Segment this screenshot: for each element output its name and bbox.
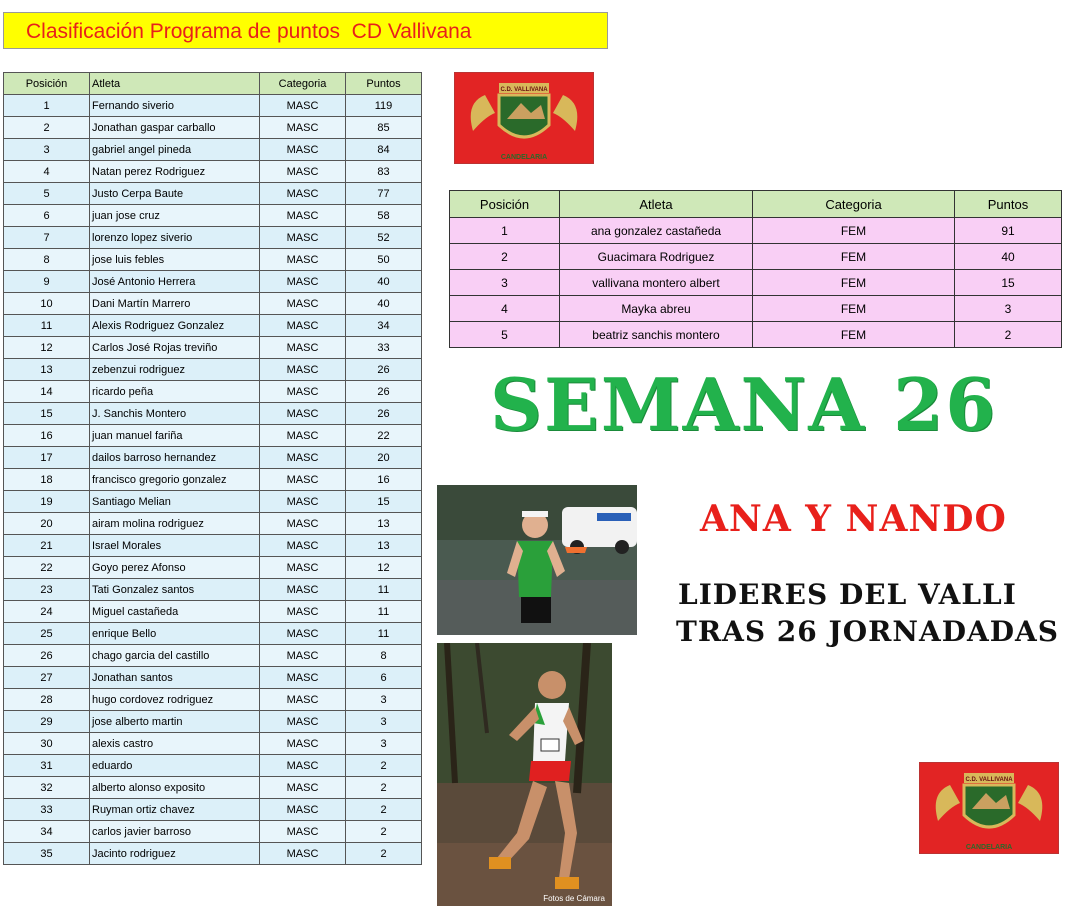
- cell-points: 26: [346, 359, 422, 381]
- cell-position: 1: [450, 218, 560, 244]
- cell-points: 11: [346, 579, 422, 601]
- cell-category: MASC: [260, 733, 346, 755]
- club-logo-bottom: [919, 762, 1059, 854]
- cell-category: MASC: [260, 601, 346, 623]
- cell-position: 26: [4, 645, 90, 667]
- cell-category: FEM: [753, 244, 955, 270]
- cell-athlete: Fernando siverio: [90, 95, 260, 117]
- table-row: [450, 244, 1062, 270]
- cell-athlete: Jonathan gaspar carballo: [90, 117, 260, 139]
- cell-athlete: juan manuel fariña: [90, 425, 260, 447]
- leaders-caption-line1: LIDERES DEL VALLI: [678, 578, 1017, 611]
- table-row: [4, 183, 422, 205]
- cell-position: 32: [4, 777, 90, 799]
- cell-category: MASC: [260, 447, 346, 469]
- cell-position: 28: [4, 689, 90, 711]
- cell-category: MASC: [260, 557, 346, 579]
- cell-points: 3: [346, 689, 422, 711]
- column-header-category: Categoria: [260, 73, 346, 95]
- cell-athlete: francisco gregorio gonzalez: [90, 469, 260, 491]
- cell-points: 2: [346, 777, 422, 799]
- cell-category: MASC: [260, 821, 346, 843]
- cell-points: 3: [955, 296, 1062, 322]
- cell-points: 6: [346, 667, 422, 689]
- cell-athlete: Mayka abreu: [560, 296, 753, 322]
- table-row: [450, 218, 1062, 244]
- cell-points: 52: [346, 227, 422, 249]
- cell-athlete: Alexis Rodriguez Gonzalez: [90, 315, 260, 337]
- svg-text:CANDELARIA: CANDELARIA: [500, 154, 548, 161]
- cell-points: 11: [346, 601, 422, 623]
- cell-points: 20: [346, 447, 422, 469]
- cell-category: FEM: [753, 322, 955, 348]
- cell-points: 15: [346, 491, 422, 513]
- cell-category: MASC: [260, 227, 346, 249]
- column-header-category: Categoria: [753, 191, 955, 218]
- table-row: [4, 755, 422, 777]
- cell-category: MASC: [260, 843, 346, 865]
- table-row: [4, 469, 422, 491]
- cell-points: 26: [346, 403, 422, 425]
- cell-position: 3: [450, 270, 560, 296]
- table-row: [4, 337, 422, 359]
- cell-position: 35: [4, 843, 90, 865]
- table-row: [4, 821, 422, 843]
- cell-points: 13: [346, 535, 422, 557]
- men-ranking-table: [3, 72, 422, 865]
- cell-position: 6: [4, 205, 90, 227]
- table-row: [4, 117, 422, 139]
- cell-category: MASC: [260, 513, 346, 535]
- column-header-athlete: Atleta: [90, 73, 260, 95]
- cell-points: 3: [346, 711, 422, 733]
- cell-athlete: gabriel angel pineda: [90, 139, 260, 161]
- cell-position: 27: [4, 667, 90, 689]
- cell-category: MASC: [260, 579, 346, 601]
- cell-position: 5: [4, 183, 90, 205]
- club-crest-icon: [455, 73, 593, 163]
- table-row: [450, 296, 1062, 322]
- cell-category: MASC: [260, 161, 346, 183]
- table-row: [4, 513, 422, 535]
- cell-position: 19: [4, 491, 90, 513]
- cell-category: MASC: [260, 117, 346, 139]
- cell-athlete: ricardo peña: [90, 381, 260, 403]
- cell-position: 17: [4, 447, 90, 469]
- cell-position: 33: [4, 799, 90, 821]
- cell-athlete: Santiago Melian: [90, 491, 260, 513]
- column-header-points: Puntos: [955, 191, 1062, 218]
- cell-athlete: J. Sanchis Montero: [90, 403, 260, 425]
- cell-athlete: carlos javier barroso: [90, 821, 260, 843]
- cell-position: 20: [4, 513, 90, 535]
- cell-points: 11: [346, 623, 422, 645]
- leaders-caption-line2: TRAS 26 JORNADADAS: [676, 615, 1059, 648]
- table-row: [450, 270, 1062, 296]
- cell-position: 11: [4, 315, 90, 337]
- cell-points: 91: [955, 218, 1062, 244]
- cell-position: 14: [4, 381, 90, 403]
- cell-position: 7: [4, 227, 90, 249]
- table-row: [4, 623, 422, 645]
- cell-athlete: José Antonio Herrera: [90, 271, 260, 293]
- cell-category: MASC: [260, 799, 346, 821]
- table-row: [4, 491, 422, 513]
- cell-position: 30: [4, 733, 90, 755]
- cell-position: 34: [4, 821, 90, 843]
- table-row: [4, 733, 422, 755]
- cell-category: MASC: [260, 315, 346, 337]
- cell-category: MASC: [260, 491, 346, 513]
- cell-position: 29: [4, 711, 90, 733]
- table-row: [450, 322, 1062, 348]
- cell-points: 83: [346, 161, 422, 183]
- cell-athlete: Jacinto rodriguez: [90, 843, 260, 865]
- table-row: [4, 601, 422, 623]
- cell-athlete: zebenzui rodriguez: [90, 359, 260, 381]
- table-row: [4, 381, 422, 403]
- cell-athlete: hugo cordovez rodriguez: [90, 689, 260, 711]
- cell-position: 8: [4, 249, 90, 271]
- cell-points: 84: [346, 139, 422, 161]
- cell-points: 40: [346, 293, 422, 315]
- cell-points: 50: [346, 249, 422, 271]
- cell-category: FEM: [753, 218, 955, 244]
- cell-category: MASC: [260, 293, 346, 315]
- cell-category: MASC: [260, 337, 346, 359]
- cell-points: 40: [346, 271, 422, 293]
- svg-text:C.D. VALLIVANA: C.D. VALLIVANA: [500, 87, 548, 93]
- club-crest-icon: [920, 763, 1058, 853]
- column-header-athlete: Atleta: [560, 191, 753, 218]
- cell-position: 25: [4, 623, 90, 645]
- column-header-position: Posición: [4, 73, 90, 95]
- cell-category: MASC: [260, 425, 346, 447]
- cell-points: 12: [346, 557, 422, 579]
- table-row: [4, 645, 422, 667]
- cell-athlete: eduardo: [90, 755, 260, 777]
- cell-category: MASC: [260, 667, 346, 689]
- cell-category: MASC: [260, 711, 346, 733]
- table-row: [4, 293, 422, 315]
- cell-athlete: juan jose cruz: [90, 205, 260, 227]
- runner-photo-ana: [437, 485, 637, 635]
- cell-category: MASC: [260, 403, 346, 425]
- table-row: [4, 359, 422, 381]
- cell-position: 3: [4, 139, 90, 161]
- svg-text:CANDELARIA: CANDELARIA: [965, 844, 1013, 851]
- cell-athlete: jose luis febles: [90, 249, 260, 271]
- table-row: [4, 161, 422, 183]
- table-row: [4, 557, 422, 579]
- cell-position: 24: [4, 601, 90, 623]
- cell-position: 12: [4, 337, 90, 359]
- table-header-row: [4, 73, 422, 95]
- cell-athlete: beatriz sanchis montero: [560, 322, 753, 348]
- table-row: [4, 95, 422, 117]
- cell-position: 5: [450, 322, 560, 348]
- cell-category: MASC: [260, 183, 346, 205]
- column-header-points: Puntos: [346, 73, 422, 95]
- cell-points: 16: [346, 469, 422, 491]
- cell-position: 21: [4, 535, 90, 557]
- cell-points: 2: [346, 843, 422, 865]
- cell-points: 3: [346, 733, 422, 755]
- cell-category: MASC: [260, 777, 346, 799]
- cell-position: 16: [4, 425, 90, 447]
- table-row: [4, 799, 422, 821]
- cell-position: 2: [4, 117, 90, 139]
- svg-text:C.D. VALLIVANA: C.D. VALLIVANA: [965, 777, 1013, 783]
- women-ranking-table: [449, 190, 1062, 348]
- cell-points: 2: [346, 799, 422, 821]
- cell-position: 13: [4, 359, 90, 381]
- table-row: [4, 425, 422, 447]
- cell-athlete: Jonathan santos: [90, 667, 260, 689]
- cell-category: MASC: [260, 205, 346, 227]
- cell-athlete: airam molina rodriguez: [90, 513, 260, 535]
- table-row: [4, 249, 422, 271]
- cell-category: MASC: [260, 755, 346, 777]
- column-header-position: Posición: [450, 191, 560, 218]
- cell-category: MASC: [260, 249, 346, 271]
- cell-points: 34: [346, 315, 422, 337]
- table-row: [4, 271, 422, 293]
- cell-athlete: Israel Morales: [90, 535, 260, 557]
- cell-athlete: Ruyman ortiz chavez: [90, 799, 260, 821]
- cell-athlete: Dani Martín Marrero: [90, 293, 260, 315]
- cell-position: 1: [4, 95, 90, 117]
- cell-category: MASC: [260, 535, 346, 557]
- table-row: [4, 579, 422, 601]
- photo-credit: Fotos de Cámara: [543, 894, 605, 903]
- cell-athlete: lorenzo lopez siverio: [90, 227, 260, 249]
- cell-points: 33: [346, 337, 422, 359]
- cell-category: MASC: [260, 271, 346, 293]
- cell-position: 10: [4, 293, 90, 315]
- table-row: [4, 711, 422, 733]
- cell-position: 4: [450, 296, 560, 322]
- cell-position: 18: [4, 469, 90, 491]
- table-row: [4, 205, 422, 227]
- cell-points: 2: [955, 322, 1062, 348]
- cell-athlete: Guacimara Rodriguez: [560, 244, 753, 270]
- cell-category: MASC: [260, 139, 346, 161]
- cell-points: 8: [346, 645, 422, 667]
- cell-points: 2: [346, 821, 422, 843]
- cell-position: 2: [450, 244, 560, 270]
- cell-points: 58: [346, 205, 422, 227]
- cell-points: 2: [346, 755, 422, 777]
- week-headline: SEMANA 26: [490, 362, 998, 447]
- cell-athlete: chago garcia del castillo: [90, 645, 260, 667]
- cell-athlete: Tati Gonzalez santos: [90, 579, 260, 601]
- cell-athlete: ana gonzalez castañeda: [560, 218, 753, 244]
- cell-category: FEM: [753, 296, 955, 322]
- cell-position: 4: [4, 161, 90, 183]
- cell-category: MASC: [260, 381, 346, 403]
- cell-athlete: jose alberto martin: [90, 711, 260, 733]
- cell-points: 22: [346, 425, 422, 447]
- cell-position: 9: [4, 271, 90, 293]
- cell-athlete: alexis castro: [90, 733, 260, 755]
- cell-position: 31: [4, 755, 90, 777]
- cell-category: MASC: [260, 359, 346, 381]
- table-row: [4, 535, 422, 557]
- table-row: [4, 667, 422, 689]
- table-row: [4, 843, 422, 865]
- cell-athlete: Natan perez Rodriguez: [90, 161, 260, 183]
- club-logo: [454, 72, 594, 164]
- cell-athlete: Goyo perez Afonso: [90, 557, 260, 579]
- table-row: [4, 447, 422, 469]
- table-row: [4, 315, 422, 337]
- cell-category: MASC: [260, 689, 346, 711]
- cell-athlete: vallivana montero albert: [560, 270, 753, 296]
- cell-category: MASC: [260, 623, 346, 645]
- cell-athlete: Miguel castañeda: [90, 601, 260, 623]
- cell-points: 77: [346, 183, 422, 205]
- cell-athlete: Carlos José Rojas treviño: [90, 337, 260, 359]
- cell-position: 23: [4, 579, 90, 601]
- runner-photo-nando: [437, 643, 612, 906]
- page-title: Clasificación Programa de puntos CD Vallivana: [3, 12, 608, 49]
- cell-athlete: Justo Cerpa Baute: [90, 183, 260, 205]
- table-row: [4, 689, 422, 711]
- cell-position: 15: [4, 403, 90, 425]
- cell-category: FEM: [753, 270, 955, 296]
- cell-points: 15: [955, 270, 1062, 296]
- cell-points: 26: [346, 381, 422, 403]
- table-row: [4, 139, 422, 161]
- cell-category: MASC: [260, 469, 346, 491]
- leaders-names: ANA Y NANDO: [700, 498, 1007, 540]
- table-header-row: [450, 191, 1062, 218]
- cell-category: MASC: [260, 95, 346, 117]
- cell-points: 85: [346, 117, 422, 139]
- cell-points: 119: [346, 95, 422, 117]
- cell-points: 40: [955, 244, 1062, 270]
- cell-athlete: enrique Bello: [90, 623, 260, 645]
- cell-category: MASC: [260, 645, 346, 667]
- cell-athlete: dailos barroso hernandez: [90, 447, 260, 469]
- table-row: [4, 403, 422, 425]
- cell-athlete: alberto alonso exposito: [90, 777, 260, 799]
- cell-points: 13: [346, 513, 422, 535]
- cell-position: 22: [4, 557, 90, 579]
- table-row: [4, 227, 422, 249]
- table-row: [4, 777, 422, 799]
